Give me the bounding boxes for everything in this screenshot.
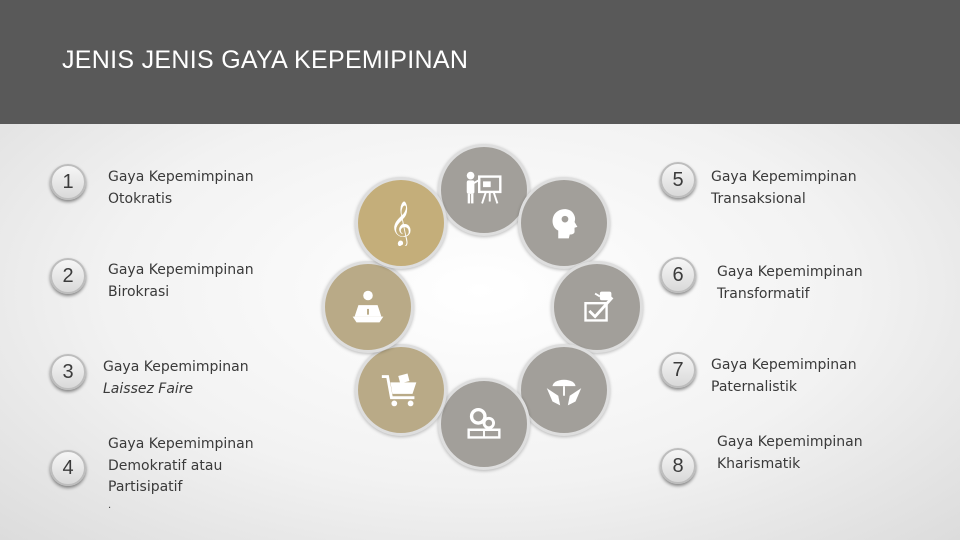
- circle-gears: [438, 378, 530, 470]
- item-label-2-line1: Gaya Kepemimpinan: [108, 262, 254, 278]
- item-label-2-line2: Birokrasi: [108, 283, 170, 300]
- number-badge-5: 5: [660, 162, 696, 198]
- treble-clef-icon: [378, 200, 424, 246]
- circle-watering: [551, 261, 643, 353]
- number-badge-1: 1: [50, 164, 86, 200]
- item-label-1-line2: Otokratis: [108, 190, 173, 207]
- item-label-8-line2: Kharismatik: [717, 455, 801, 472]
- item-label-6-line1: Gaya Kepemimpinan: [717, 264, 863, 280]
- circle-cart: [355, 344, 447, 436]
- item-label-3-line1: Gaya Kepemimpinan: [103, 359, 249, 375]
- item-label-3: [103, 357, 249, 400]
- circle-reader: [322, 261, 414, 353]
- number-badge-6: 6: [660, 257, 696, 293]
- item-label-5-line1: Gaya Kepemimpinan: [711, 169, 857, 185]
- item-label-4-line4: .: [108, 499, 112, 511]
- number-badge-4: 4: [50, 450, 86, 486]
- circle-umbrella: [518, 344, 610, 436]
- circle-music: [355, 177, 447, 269]
- page-title: JENIS JENIS GAYA KEPEMIPINAN: [62, 46, 469, 74]
- reading-person-icon: [345, 284, 391, 330]
- item-label-6: [717, 262, 863, 305]
- item-label-6-line2: Transformatif: [717, 285, 810, 302]
- item-label-7: [711, 355, 857, 398]
- item-label-2: [108, 260, 254, 303]
- item-label-4-line3: Partisipatif: [108, 479, 183, 495]
- number-badge-2: 2: [50, 258, 86, 294]
- number-badge-7: 7: [660, 352, 696, 388]
- number-badge-8: 8: [660, 448, 696, 484]
- item-label-7-line1: Gaya Kepemimpinan: [711, 357, 857, 373]
- header-bar: [0, 0, 960, 124]
- circle-head: [518, 177, 610, 269]
- presenter-icon: [461, 167, 507, 213]
- item-label-4-line2: Demokratif atau: [108, 457, 223, 474]
- item-label-7-line2: Paternalistik: [711, 378, 798, 395]
- item-label-4: [108, 434, 254, 513]
- item-label-4-line1: Gaya Kepemimpinan: [108, 436, 254, 452]
- umbrella-hands-icon: [541, 367, 587, 413]
- head-profile-icon: [541, 200, 587, 246]
- item-label-8: [717, 432, 863, 475]
- gears-book-icon: [461, 401, 507, 447]
- item-label-8-line1: Gaya Kepemimpinan: [717, 434, 863, 450]
- item-label-1: [108, 167, 254, 210]
- item-label-5: [711, 167, 857, 210]
- shopping-cart-icon: [378, 367, 424, 413]
- item-label-3-line2: Laissez Faire: [103, 380, 194, 397]
- item-label-5-line2: Transaksional: [711, 190, 806, 207]
- circle-presenter: [438, 144, 530, 236]
- watering-can-icon: [574, 284, 620, 330]
- svg-text:𝄞: 𝄞: [389, 201, 413, 246]
- item-label-1-line1: Gaya Kepemimpinan: [108, 169, 254, 185]
- number-badge-3: 3: [50, 354, 86, 390]
